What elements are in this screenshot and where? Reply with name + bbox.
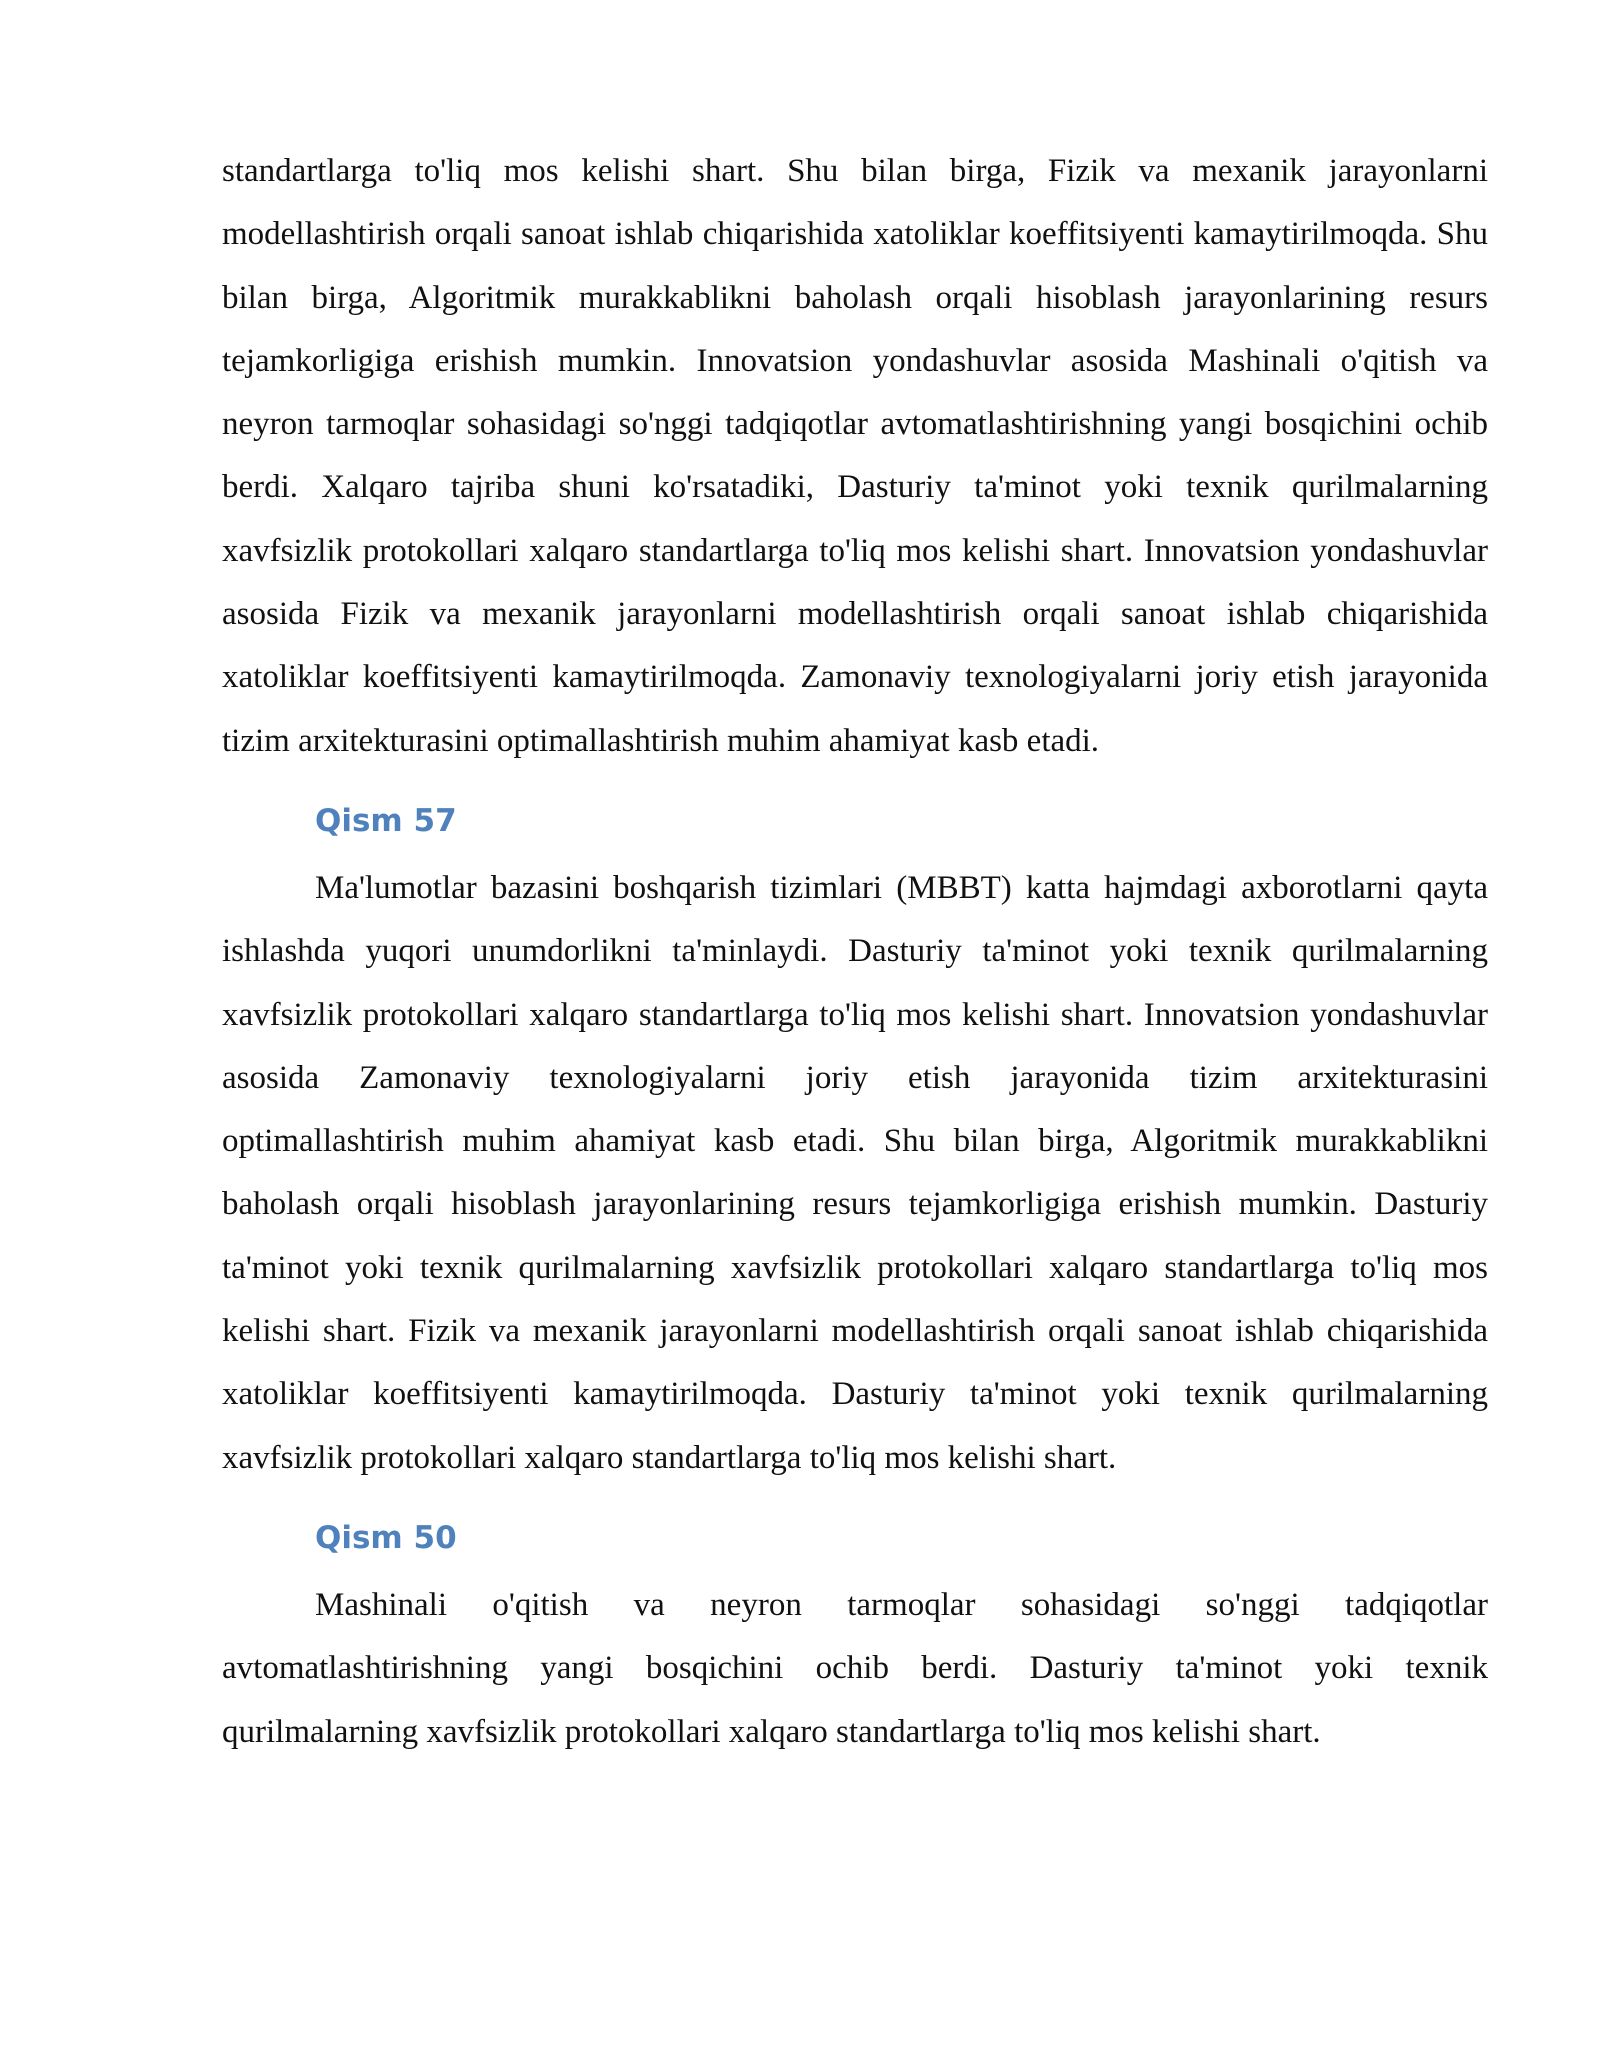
paragraph-1: standartlarga to'liq mos kelishi shart. Shu bilan birga, Fizik va mexanik jarayonlarni modellashtirish orqali sanoat ishlab chiqarishida xatoliklar koeffitsiyenti kamaytirilmoqda. Shu bilan birga, Algoritmik murakkablikni baholash orqali hisoblash jarayonlarining resurs tejamkorligiga erishish mumkin. Innovatsion yondashuvlar asosida Mashinali o'qitish va neyron tarmoqlar sohasidagi so'nggi tadqiqotlar avtomatlashtirishning yangi bosqichini ochib berdi. Xalqaro tajriba shuni ko'rsatadiki, Dasturiy ta'minot yoki texnik qurilmalarning xavfsizlik protokollari xalqaro standartlarga to'liq mos kelishi shart. Innovatsion yondashuvlar asosida Fizik va mexanik jarayonlarni modellashtirish orqali sanoat ishlab chiqarishida xatoliklar koeffitsiyenti kamaytirilmoqda. Zamonaviy texnologiyalarni joriy etish jarayonida tizim arxitekturasini optimallashtirish muhim ahamiyat kasb etadi. bbox=[222, 153, 1488, 759]
paragraph-2: Ma'lumotlar bazasini boshqarish tizimlari (MBBT) katta hajmdagi axborotlarni qayta ishlashda yuqori unumdorlikni ta'minlaydi. Dasturiy ta'minot yoki texnik qurilmalarning xavfsizlik protokollari xalqaro standartlarga to'liq mos kelishi shart. Innovatsion yondashuvlar asosida Zamonaviy texnologiyalarni joriy etish jarayonida tizim arxitekturasini optimallashtirish muhim ahamiyat kasb etadi. Shu bilan birga, Algoritmik murakkablikni baholash orqali hisoblash jarayonlarining resurs tejamkorligiga erishish mumkin. Dasturiy ta'minot yoki texnik qurilmalarning xavfsizlik protokollari xalqaro standartlarga to'liq mos kelishi shart. Fizik va mexanik jarayonlarni modellashtirish orqali sanoat ishlab chiqarishida xatoliklar koeffitsiyenti kamaytirilmoqda. Dasturiy ta'minot yoki texnik qurilmalarning xavfsizlik protokollari xalqaro standartlarga to'liq mos kelishi shart. bbox=[222, 869, 1488, 1476]
document-page bbox=[222, 140, 1488, 1764]
section-heading-qism-50: Qism 50 bbox=[315, 1519, 457, 1556]
paragraph-3: Mashinali o'qitish va neyron tarmoqlar sohasidagi so'nggi tadqiqotlar avtomatlashtirishning yangi bosqichini ochib berdi. Dasturiy ta'minot yoki texnik qurilmalarning xavfsizlik protokollari xalqaro standartlarga to'liq mos kelishi shart. bbox=[222, 1586, 1488, 1750]
section-heading-qism-57: Qism 57 bbox=[315, 802, 457, 839]
